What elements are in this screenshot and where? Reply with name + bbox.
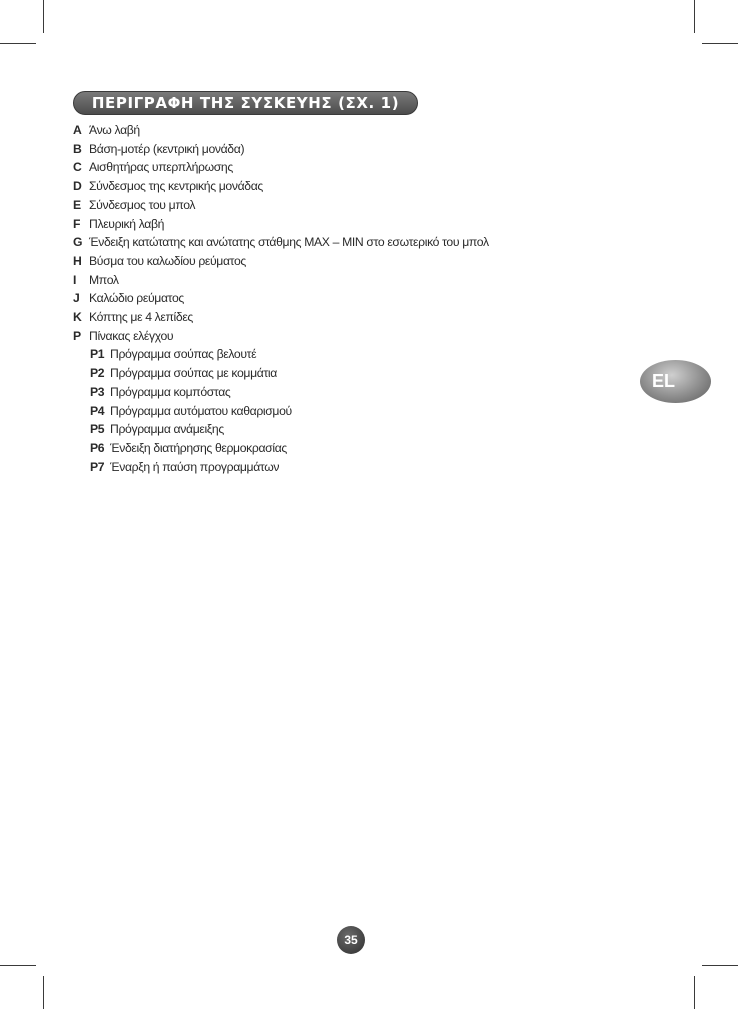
item-text: Αισθητήρας υπερπλήρωσης: [89, 160, 233, 175]
program-text: Ένδειξη διατήρησης θερμοκρασίας: [110, 440, 287, 455]
crop-mark: [702, 965, 738, 966]
list-item: [73, 308, 489, 327]
program-item: [90, 383, 489, 402]
item-letter: E: [73, 197, 81, 212]
crop-mark: [694, 976, 695, 1009]
item-text: Άνω λαβή: [89, 123, 140, 137]
list-item: [73, 233, 489, 252]
program-item: [90, 402, 489, 421]
program-code: P7: [90, 459, 105, 474]
list-item: [73, 196, 489, 215]
program-item: [90, 458, 489, 477]
crop-mark: [694, 0, 695, 33]
item-letter: P: [73, 328, 81, 343]
program-text: Πρόγραμμα ανάμειξης: [110, 422, 224, 437]
crop-mark: [43, 976, 44, 1009]
section-title: ΠΕΡΙΓΡΑΦΗ ΤΗΣ ΣΥΣΚΕΥΗΣ (ΣΧ. 1): [73, 91, 418, 115]
program-code: P5: [90, 422, 105, 437]
program-item: [90, 364, 489, 383]
item-text: Κόπτης με 4 λεπίδες: [89, 310, 193, 325]
list-item: [73, 252, 489, 271]
item-text: Πλευρική λαβή: [89, 216, 165, 231]
item-text: Πίνακας ελέγχου: [89, 328, 174, 343]
program-list: [73, 345, 489, 476]
list-item: [73, 158, 489, 177]
program-code: P6: [90, 440, 105, 455]
program-code: P4: [90, 403, 105, 418]
item-text: Βύσμα του καλωδίου ρεύματος: [89, 253, 246, 268]
program-item: [90, 439, 489, 458]
list-item: [73, 215, 489, 234]
crop-mark: [0, 965, 36, 966]
item-letter: A: [73, 123, 82, 137]
item-letter: F: [73, 216, 81, 231]
item-letter: G: [73, 235, 83, 250]
program-text: Πρόγραμμα σούπας βελουτέ: [110, 347, 257, 362]
item-letter: C: [73, 160, 82, 175]
program-text: Πρόγραμμα κομπόστας: [110, 384, 231, 399]
item-text: Σύνδεσμος του μπολ: [89, 197, 196, 212]
item-text: Σύνδεσμος της κεντρικής μονάδας: [89, 179, 263, 194]
item-text: Βάση-μοτέρ (κεντρική μονάδα): [89, 141, 245, 156]
crop-mark: [0, 43, 36, 44]
list-item: [73, 121, 489, 140]
item-letter: I: [73, 272, 77, 287]
language-badge: EL: [640, 360, 711, 403]
program-code: P2: [90, 366, 105, 381]
item-text: Καλώδιο ρεύματος: [89, 291, 184, 306]
item-letter: B: [73, 141, 82, 156]
list-item: [73, 327, 489, 477]
program-text: Πρόγραμμα σούπας με κομμάτια: [110, 366, 277, 381]
item-letter: J: [73, 291, 80, 306]
item-letter: D: [73, 179, 82, 194]
program-code: P3: [90, 384, 105, 399]
parts-list: [73, 121, 489, 476]
list-item: [73, 177, 489, 196]
program-item: [90, 420, 489, 439]
crop-mark: [702, 43, 738, 44]
item-text: Μπολ: [89, 272, 119, 287]
item-letter: K: [73, 310, 82, 325]
item-text: Ένδειξη κατώτατης και ανώτατης στάθμης MAX – MIN στο εσωτερικό του μπολ: [89, 235, 489, 250]
program-text: Έναρξη ή παύση προγραμμάτων: [110, 459, 280, 474]
list-item: [73, 289, 489, 308]
list-item: [73, 271, 489, 290]
program-item: [90, 345, 489, 364]
item-letter: H: [73, 253, 82, 268]
program-text: Πρόγραμμα αυτόματου καθαρισμού: [110, 403, 292, 418]
page-number: 35: [337, 926, 365, 954]
program-code: P1: [90, 347, 105, 362]
list-item: [73, 140, 489, 159]
crop-mark: [43, 0, 44, 33]
